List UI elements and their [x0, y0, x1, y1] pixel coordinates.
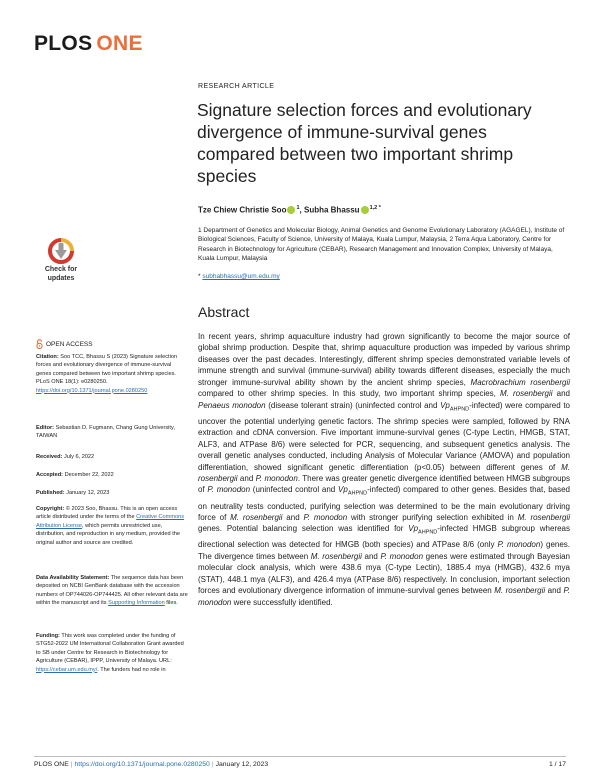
- email-link[interactable]: subhabhassu@um.edu.my: [202, 273, 280, 280]
- pathogen-subscript: AHPND: [418, 530, 438, 537]
- abstract-text-run: and: [552, 389, 570, 399]
- orcid-icon[interactable]: [287, 206, 295, 214]
- author-affiliation-mark: 1,2 *: [369, 205, 381, 211]
- check-for-updates-line1: Check for: [44, 266, 78, 273]
- page-number: 1 / 17: [548, 761, 566, 768]
- abstract-text-run: -infected) were compared to uncover the potential underlying genetic factors. The shrimp species were sampled, followed by RNA extraction and cDNA conversion. Five important immune-survival genes (C-type Lectin, HMGB, STAT, ALF3, and ATPase 8/6) were selected for PCR, sequencing, and subsequent genetics analysis. The overall genetic analyses conducted, including Analysis of Molecular Variance (AMOVA) and population differentiation, showed significant genetic differentiation (p<0.05) between different genes of: [198, 400, 570, 472]
- species-name: M. rosenbergii: [198, 462, 570, 484]
- citation-label: Citation:: [36, 354, 59, 360]
- abstract-text-run: In recent years, shrimp aquaculture industry had grown significantly to become the major source of global shrimp production. Despite that, shrimp aquaculture production was impeded by various shrimp diseases over the past decades. Interestingly, different shrimp species demonstrated variable levels of immune strength and survival (immune-survival) ability towards different diseases, especially the much stronger immune-survival ability shown by the ancient shrimp species,: [198, 332, 570, 387]
- open-lock-icon: [36, 339, 43, 349]
- abstract-text-run: (disease tolerant strain) (uninfected control and: [265, 400, 441, 410]
- funding-url-link[interactable]: https://cebar.um.edu.my/: [36, 666, 98, 673]
- species-name: P. monodon: [303, 512, 348, 522]
- species-name: P. monodon: [497, 540, 541, 550]
- citation-text: Soo TCC, Bhassu S (2023) Signature selection forces and evolutionary divergence of immune-survival genes compared between two important shrimp species. PLoS ONE 18(1): e0280250.: [36, 354, 178, 386]
- abstract-text-run: and: [361, 551, 381, 561]
- pathogen-name: Vp: [338, 485, 348, 495]
- published-date: January 12, 2023: [64, 490, 110, 496]
- received-date: July 6, 2022: [62, 454, 95, 460]
- funding-label: Funding:: [36, 633, 60, 639]
- data-availability-label: Data Availability Statement:: [36, 575, 110, 581]
- received-label: Received:: [36, 454, 63, 460]
- open-access-badge: [36, 339, 93, 349]
- open-access-label: OPEN ACCESS: [46, 340, 93, 348]
- citation-block: [36, 353, 188, 395]
- published-block: [36, 489, 188, 497]
- species-name: M. rosenbergii: [517, 512, 571, 522]
- species-name: P. monodon: [255, 474, 298, 484]
- abstract-text-run: . There was greater genetic divergence identified between HMGB subgroups of: [198, 474, 571, 495]
- pathogen-subscript: AHPND: [449, 406, 470, 413]
- species-name: Macrobrachium rosenbergii: [470, 377, 570, 387]
- abstract-text-run: genes. Potential balancing selection was identified for: [198, 524, 409, 534]
- abstract-heading: Abstract: [198, 304, 250, 320]
- species-name: M. rosenbergii: [310, 551, 362, 561]
- data-availability-text: files.: [164, 600, 178, 607]
- journal-logo-plos: PLOS: [34, 32, 93, 55]
- species-name: M. rosenbergii: [494, 586, 546, 596]
- orcid-icon[interactable]: [361, 206, 369, 214]
- species-name: P. monodon: [207, 485, 251, 495]
- license-link[interactable]: Creative Commons Attribution License: [36, 514, 184, 529]
- species-name: P. monodon: [380, 551, 424, 561]
- abstract-text-run: ) genes. The divergence times between: [198, 540, 571, 561]
- abstract-text-run: compared to other shrimp species. In this study, two important shrimp species,: [198, 389, 500, 399]
- published-label: Published:: [36, 490, 65, 496]
- author-list: [198, 205, 381, 215]
- journal-logo: [34, 32, 143, 56]
- species-name: M. rosenbergii: [230, 512, 283, 522]
- check-for-updates-label: [34, 266, 88, 283]
- copyright-text: © 2023 Soo, Bhassu. This is an open access article distributed under the terms of the: [36, 506, 178, 521]
- corresponding-mark: *: [198, 273, 203, 280]
- abstract-text-run: and: [237, 474, 256, 484]
- author-affiliation-mark: 1: [296, 205, 300, 211]
- check-for-updates-badge[interactable]: [34, 237, 88, 291]
- editor-label: Editor:: [36, 425, 55, 431]
- check-for-updates-line2: updates: [47, 274, 75, 282]
- abstract-text-run: were successfully identified.: [231, 597, 333, 607]
- check-for-updates-icon: [43, 237, 79, 265]
- footer-journal: PLOS ONE: [34, 761, 69, 768]
- journal-logo-one: ONE: [96, 32, 143, 55]
- accepted-block: [36, 471, 188, 479]
- copyright-block: [36, 505, 188, 547]
- pathogen-name: Vp: [440, 400, 450, 410]
- abstract-text-run: and: [545, 586, 564, 596]
- species-name: Penaeus monodon: [198, 400, 266, 410]
- data-availability-text: The sequence data has been deposited on NCBI GenBank database with the accession numbers of OP744026-OP744425. All other relevant data are within the manuscript and its: [36, 575, 188, 607]
- copyright-text: , which permits unrestricted use, distribution, and reproduction in any medium, provided the original author and source are credited.: [36, 522, 180, 546]
- editor-text: Sebastian D. Fugmann, Chang Gung University, TAIWAN: [36, 425, 175, 440]
- pathogen-subscript: AHPND: [347, 491, 368, 498]
- affiliations: 1 Department of Genetics and Molecular Biology, Animal Genetics and Genome Evolutionary Laboratory (AGAGEL), Institute of Biological Sciences, Faculty of Science, University of Malaya, Kuala Lumpur, Malaysia, 2 Terra Aqua Laboratory, Centre for Research in Biotechnology for Agriculture (CEBAR), Research Management and Innovation Complex, University of Malaya, Kuala Lumpur, Malaysia: [198, 227, 565, 263]
- citation-doi-link[interactable]: https://doi.org/10.1371/journal.pone.0280250: [36, 387, 148, 394]
- received-block: [36, 453, 188, 461]
- species-name: P. monodon: [198, 586, 571, 607]
- abstract-text-run: -infected HMGB subgroup whereas directional selection was detected for HMGB (both species) and ATPase 8/6 (only: [198, 524, 571, 550]
- article-type: RESEARCH ARTICLE: [198, 83, 275, 90]
- footer-date: January 12, 2023: [215, 761, 269, 768]
- data-availability-block: [36, 574, 188, 608]
- pathogen-name: Vp: [408, 524, 419, 534]
- article-title: Signature selection forces and evolutionary divergence of immune-survival genes compared between two important shrimp species: [197, 100, 532, 186]
- funding-text: . The funders had no role in: [97, 666, 166, 673]
- author-name[interactable]: Tze Chiew Christie Soo: [198, 205, 287, 215]
- abstract-text-run: (uninfected control and: [250, 485, 339, 495]
- footer-separator: |: [211, 761, 214, 768]
- supporting-information-link[interactable]: Supporting Information: [108, 600, 165, 607]
- accepted-date: December 22, 2022: [63, 472, 114, 478]
- page-footer: [34, 761, 268, 768]
- abstract-text-run: genes were estimated through Bayesian molecular clock analysis, which were 438.6 mya (C-type Lectin), 1885.4 mya (HMGB), 432.6 mya (STAT), 448.1 mya (ALF3), and 426.4 mya (ATPase 8/6) respectively. In conclusion, important selection forces and evolutionary divergence information of immune-survival genes between: [198, 551, 571, 596]
- abstract-text-run: and: [282, 512, 304, 522]
- abstract-text-run: with stronger purifying selection exhibited in: [347, 512, 518, 522]
- abstract-text: [198, 331, 570, 608]
- accepted-label: Accepted:: [36, 472, 64, 478]
- footer-doi-link[interactable]: https://doi.org/10.1371/journal.pone.0280250: [74, 761, 210, 768]
- funding-text: This work was completed under the funding of STG52-2022 UM International Collaboration Grant awarded to SB under Centre for Research in Biotechnology for Agriculture (CEBAR), IPPP, University of Malaya. URL:: [36, 633, 184, 665]
- author-separator: ,: [299, 205, 304, 215]
- footer-divider: [34, 756, 566, 757]
- species-name: M. rosenbergii: [499, 389, 553, 399]
- abstract-text-run: -infected) compared to other genes. Besides that, based on neutrality tests conducted, purifying selection was determined to be the main evolutionary driving force of: [198, 485, 570, 522]
- corresponding-email: [198, 273, 280, 280]
- funding-block: [36, 632, 188, 674]
- author-name[interactable]: Subha Bhassu: [303, 205, 360, 215]
- footer-separator: |: [70, 761, 73, 768]
- editor-block: [36, 424, 188, 441]
- copyright-label: Copyright:: [36, 506, 65, 512]
